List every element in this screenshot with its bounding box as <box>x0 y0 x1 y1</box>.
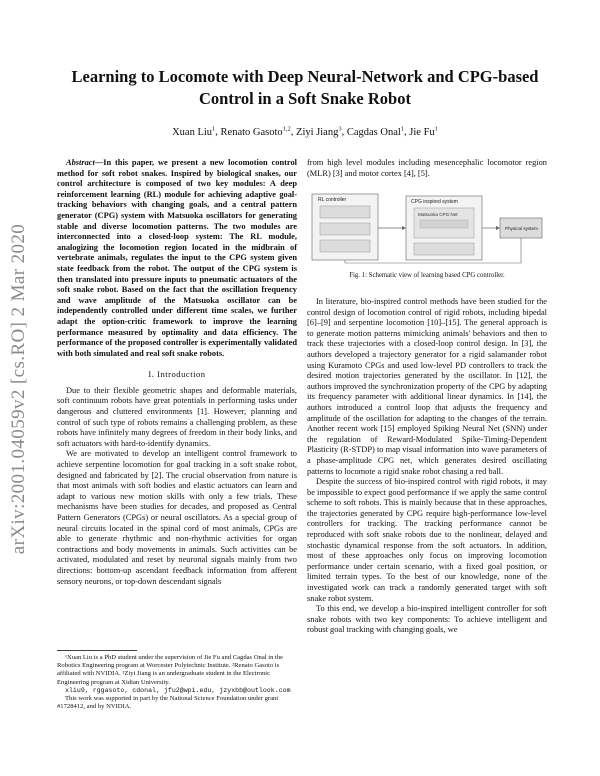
right-paragraph-1: In literature, bio-inspired control methods have been studied for the control design of locomotion control of rigid robots, including bipedal [6]–[9] and serpentine locomotion [10]–[15]. The general approach is to generate motion patterns mimicking animals' behaviors and then to track these trajectories with a closed-loop control design. In [3], the authors developed a trajectory generator for a rigid salamander robot using Kuramoto CPGs and used low-level PD controllers to track the desired motion trajectories generated by the oscillator. In [12], the authors improved the synchronization property of the CPG by adapting its frequency parameter with additional linear dynamics. In [14], the authors introduced a control loop that adjusts the frequency and amplitude of the oscillation for adapting to the changes of the terrain. Another recent work [15] employed Spiking Neural Net (SNN) under the regulation of Reward-Modulated Spike-Timing-Dependent Plasticity (R-STDP) to map visual information into wave parameters of a phase-amplitude CPG net, which generates desired oscillating patterns to locomote a rigid snake robot chasing a red ball. <box>307 297 547 476</box>
arrowhead-cpg-phys <box>496 226 500 230</box>
cpg-output-block <box>414 243 474 255</box>
right-column <box>307 297 547 636</box>
rl-block-2 <box>320 223 370 235</box>
author-affiliation: 3 <box>338 125 342 132</box>
right-top-text: from high level modules including mesencephalic locomotor region (MLR) [3] and motor cortex [4], [5]. <box>307 158 547 178</box>
arxiv-stamp: arXiv:2001.04059v2 [cs.RO] 2 Mar 2020 <box>8 223 29 555</box>
author-affiliation: 1 <box>212 125 216 132</box>
footnote-funding: This work was supported in part by the National Science Foundation under grant #1728412, and by NVIDIA. <box>57 695 279 711</box>
author-name: Xuan Liu$^1$ <box>172 125 216 138</box>
figure-caption: Fig. 1: Schematic view of learning based CPG controller. <box>349 272 505 279</box>
rl-block-1 <box>320 206 370 218</box>
rl-controller-label: RL controller <box>318 197 347 203</box>
author-affiliation: 1,2 <box>282 125 291 132</box>
cpg-system-label: CPG inspired system <box>411 199 458 205</box>
section-heading: I. Introduction <box>148 369 206 380</box>
intro-paragraph-2: We are motivated to develop an intelligent control framework to achieve serpentine locomotion for goal tracking in a soft snake robot, designed and fabricated by [2]. The crucial observation from nature is that most animals with soft bodies and elastic actuators can learn and adapt to various new motion skills with only a few trials. These mechanisms have been studies for decades, and proposed as Central Pattern Generators (CPGs) or neural oscillators. As a special group of neural circuits located in the spinal cord of most animals, CPGs are able to generate rhythmic and non-rhythmic activities for organ contractions and body movements in animals. Such activities can be activated, modulated and reset by neuronal signals mainly from two directions: bottom-up ascendant feedback information from afferent sensory neurons, or top-down descendant signals <box>57 449 297 586</box>
author-name: Ziyi Jiang$^3$ <box>296 125 342 138</box>
author-affiliation: 1 <box>400 125 405 132</box>
author-name: Renato Gasoto$^{1,2}$ <box>220 125 291 138</box>
arrowhead-rl-cpg <box>402 226 406 230</box>
author-name: Jie Fu$^1$ <box>409 125 438 138</box>
footnotes <box>57 650 297 711</box>
abstract-text: In this paper, we present a new locomotion control method for soft robot snakes. Inspired by biological snakes, our control architecture is composed of two key modules: A deep reinforcement learning (RL) module for achieving adaptive goal-tracking behaviors with changing goals, and a central pattern generator (CPG) system with Matsuoka oscillators for generating stable and diverse locomotion patterns. The two modules are interconnected into a closed-loop system: The RL module, analogizing the locomotion region located in the midbrain of vertebrate animals, regulates the input to the CPG system given state feedback from the robot. The output of the CPG system is then translated into pressure inputs to pneumatic actuators of the soft snake robot. Based on the fact that the oscillation frequency and wave amplitude of the Matsuoka oscillator can be independently controlled under different time scales, we further adapt the option-critic framework to improve the learning performance measured by optimality and data efficiency. The performance of the proposed controller is experimentally validated with both simulated and real soft snake robots. <box>57 158 297 358</box>
footnote-affiliations: ¹Xuan Liu is a PhD student under the supervision of Jie Fu and Cagdas Onal in the Robotics Engineering program at Worcester Polytechnic Institute. ²Renato Gasoto is affiliated with NVIDIA. ³Ziyi Jiang is an undergraduate student in the Electronic Engineering program at Xidian University. <box>57 654 284 686</box>
cpg-net-inner <box>420 220 468 228</box>
author-affiliation: 1 <box>434 125 438 132</box>
physical-system-label: Physical system <box>505 226 538 231</box>
footnote-emails: xliu9, rggasoto, cdonal, jfu2@wpi.edu, jzyxbb@outlook.com <box>65 686 291 694</box>
author-name: Cagdas Onal$^1$ <box>346 125 405 138</box>
right-paragraph-3: To this end, we develop a bio-inspired intelligent controller for soft snake robots with two key components: To achieve intelligent and robust goal tracking with changing goals, we <box>307 604 547 635</box>
author-list: Xuan Liu$^1$, Renato Gasoto$^{1,2}$, Ziyi Jiang$^3$, Cagdas Onal$^1$, Jie Fu$^1$ <box>172 125 438 138</box>
footnote-rule <box>57 650 137 651</box>
abstract <box>57 158 297 359</box>
abstract-label: Abstract— <box>66 158 104 167</box>
paper-title: Learning to Locomote with Deep Neural-Network and CPG-based Control in a Soft Snake Robot <box>71 67 539 108</box>
rl-block-3 <box>320 240 370 252</box>
cpg-net-label: Matsuoka CPG Net <box>418 212 458 217</box>
left-column <box>57 158 297 587</box>
right-paragraph-2: Despite the success of bio-inspired control with rigid robots, it may be impossible to expect good performance if we apply the same control scheme to soft robots. This is mainly because that in these approaches, the trajectories generated by CPG require high-performance low-level controllers for tracking. The tracking performance cannot be reproduced with soft snake robots due to the nonlinear, delayed and stochastic dynamical response from the soft actuators. In addition, most of these approaches only focus on improving locomotion performance under certain scenario, with a fixed goal position, or limited terrain types. To the best of our knowledge, none of the investigated work can track a randomly generated target with soft snake robot system. <box>307 477 547 603</box>
schematic-figure <box>310 190 544 265</box>
intro-paragraph-1: Due to their flexible geometric shapes and deformable materials, soft continuum robots have great potentials in performing tasks under dangerous and cluttered environments [1]. However, planning and control of such type of robots remains a challenging problem, as these robots have infinitely many degrees of freedom in their body links, and soft actuators with hard-to-identify dynamics. <box>57 385 297 448</box>
